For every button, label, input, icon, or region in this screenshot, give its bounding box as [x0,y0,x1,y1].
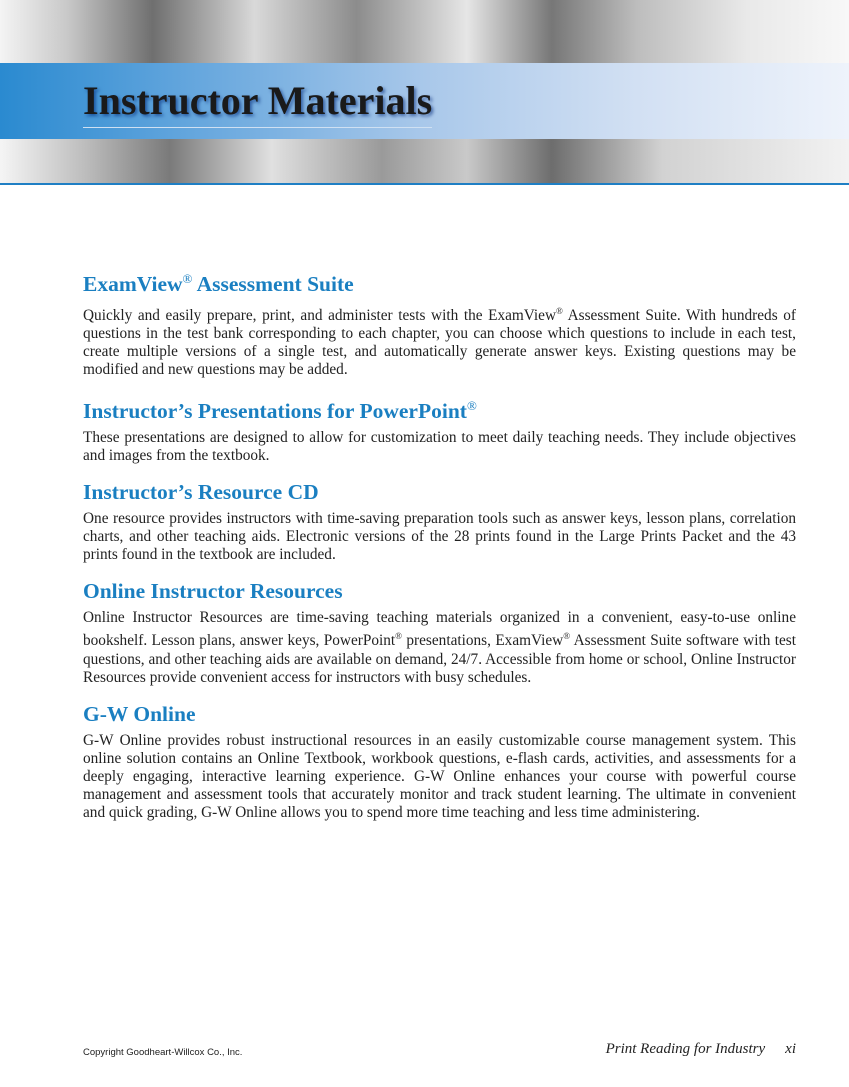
title-banner [0,63,849,139]
heading-text: Instructor’s Presentations for PowerPoint [83,399,467,424]
section [83,701,796,822]
section-heading [83,266,796,297]
copyright: Copyright Goodheart-Willcox Co., Inc. [83,1047,243,1058]
section-body: These presentations are designed to allow for customization to meet daily teaching needs. They include objectives and images from the textbook. [83,429,796,465]
page-title: Instructor Materials [83,77,432,128]
section [83,266,796,379]
book-title: Print Reading for Industry [605,1041,766,1057]
section-heading [83,393,796,424]
section-heading [83,701,796,727]
heading-text: Instructor’s Resource CD [83,480,319,505]
header-gear-photo-top [0,0,849,63]
section-body: G-W Online provides robust instructional resources in an easily customizable course management system. This online solution contains an Online Textbook, workbook questions, e-flash cards, activities, and assessments for a deeply engaging, interactive learning experience. G-W Online enhances your course with powerful course management and assessment tools that accurately monitor and track student learning. The ultimate in convenient and quick grading, G-W Online allows you to spend more time teaching and less time administering. [83,731,796,821]
section-heading [83,479,796,505]
folio [606,1041,796,1058]
registered-mark: ® [182,271,193,286]
section [83,393,796,465]
section-body: Online Instructor Resources are time-saving teaching materials organized in a convenient, easy-to-use online bookshelf. Lesson plans, answer keys, PowerPoint® presentations, ExamView® Assessment Suite software with test questions, and other teaching aids are available on demand, 24/7. Accessible from home or school, Online Instructor Resources provide convenient access for instructors with busy schedules. [83,609,796,686]
header-rule [0,183,849,185]
section [83,578,796,686]
section [83,479,796,564]
section-body: One resource provides instructors with time-saving preparation tools such as answer keys, lesson plans, correlation charts, and other teaching aids. Electronic versions of the 28 prints found in the Large Prints Packet and the 43 prints found in the textbook are included. [83,510,796,564]
page-number: xi [785,1041,796,1057]
content [83,266,796,836]
registered-mark: ® [466,398,477,414]
heading-text: Online Instructor Resources [83,579,343,604]
heading-text: G-W Online [83,701,196,726]
section-body: Quickly and easily prepare, print, and administer tests with the ExamView® Assessment Suite. With hundreds of questions in the test bank corresponding to each chapter, you can choose which questions to include in each test, create multiple versions of a single test, and automatically generate answer keys. Existing questions may be modified and new questions may be added. [83,306,796,379]
header-gear-photo-bottom [0,139,849,183]
section-heading [83,578,796,604]
heading-text: ExamView [83,272,183,297]
heading-text-rest: Assessment Suite [192,272,354,297]
